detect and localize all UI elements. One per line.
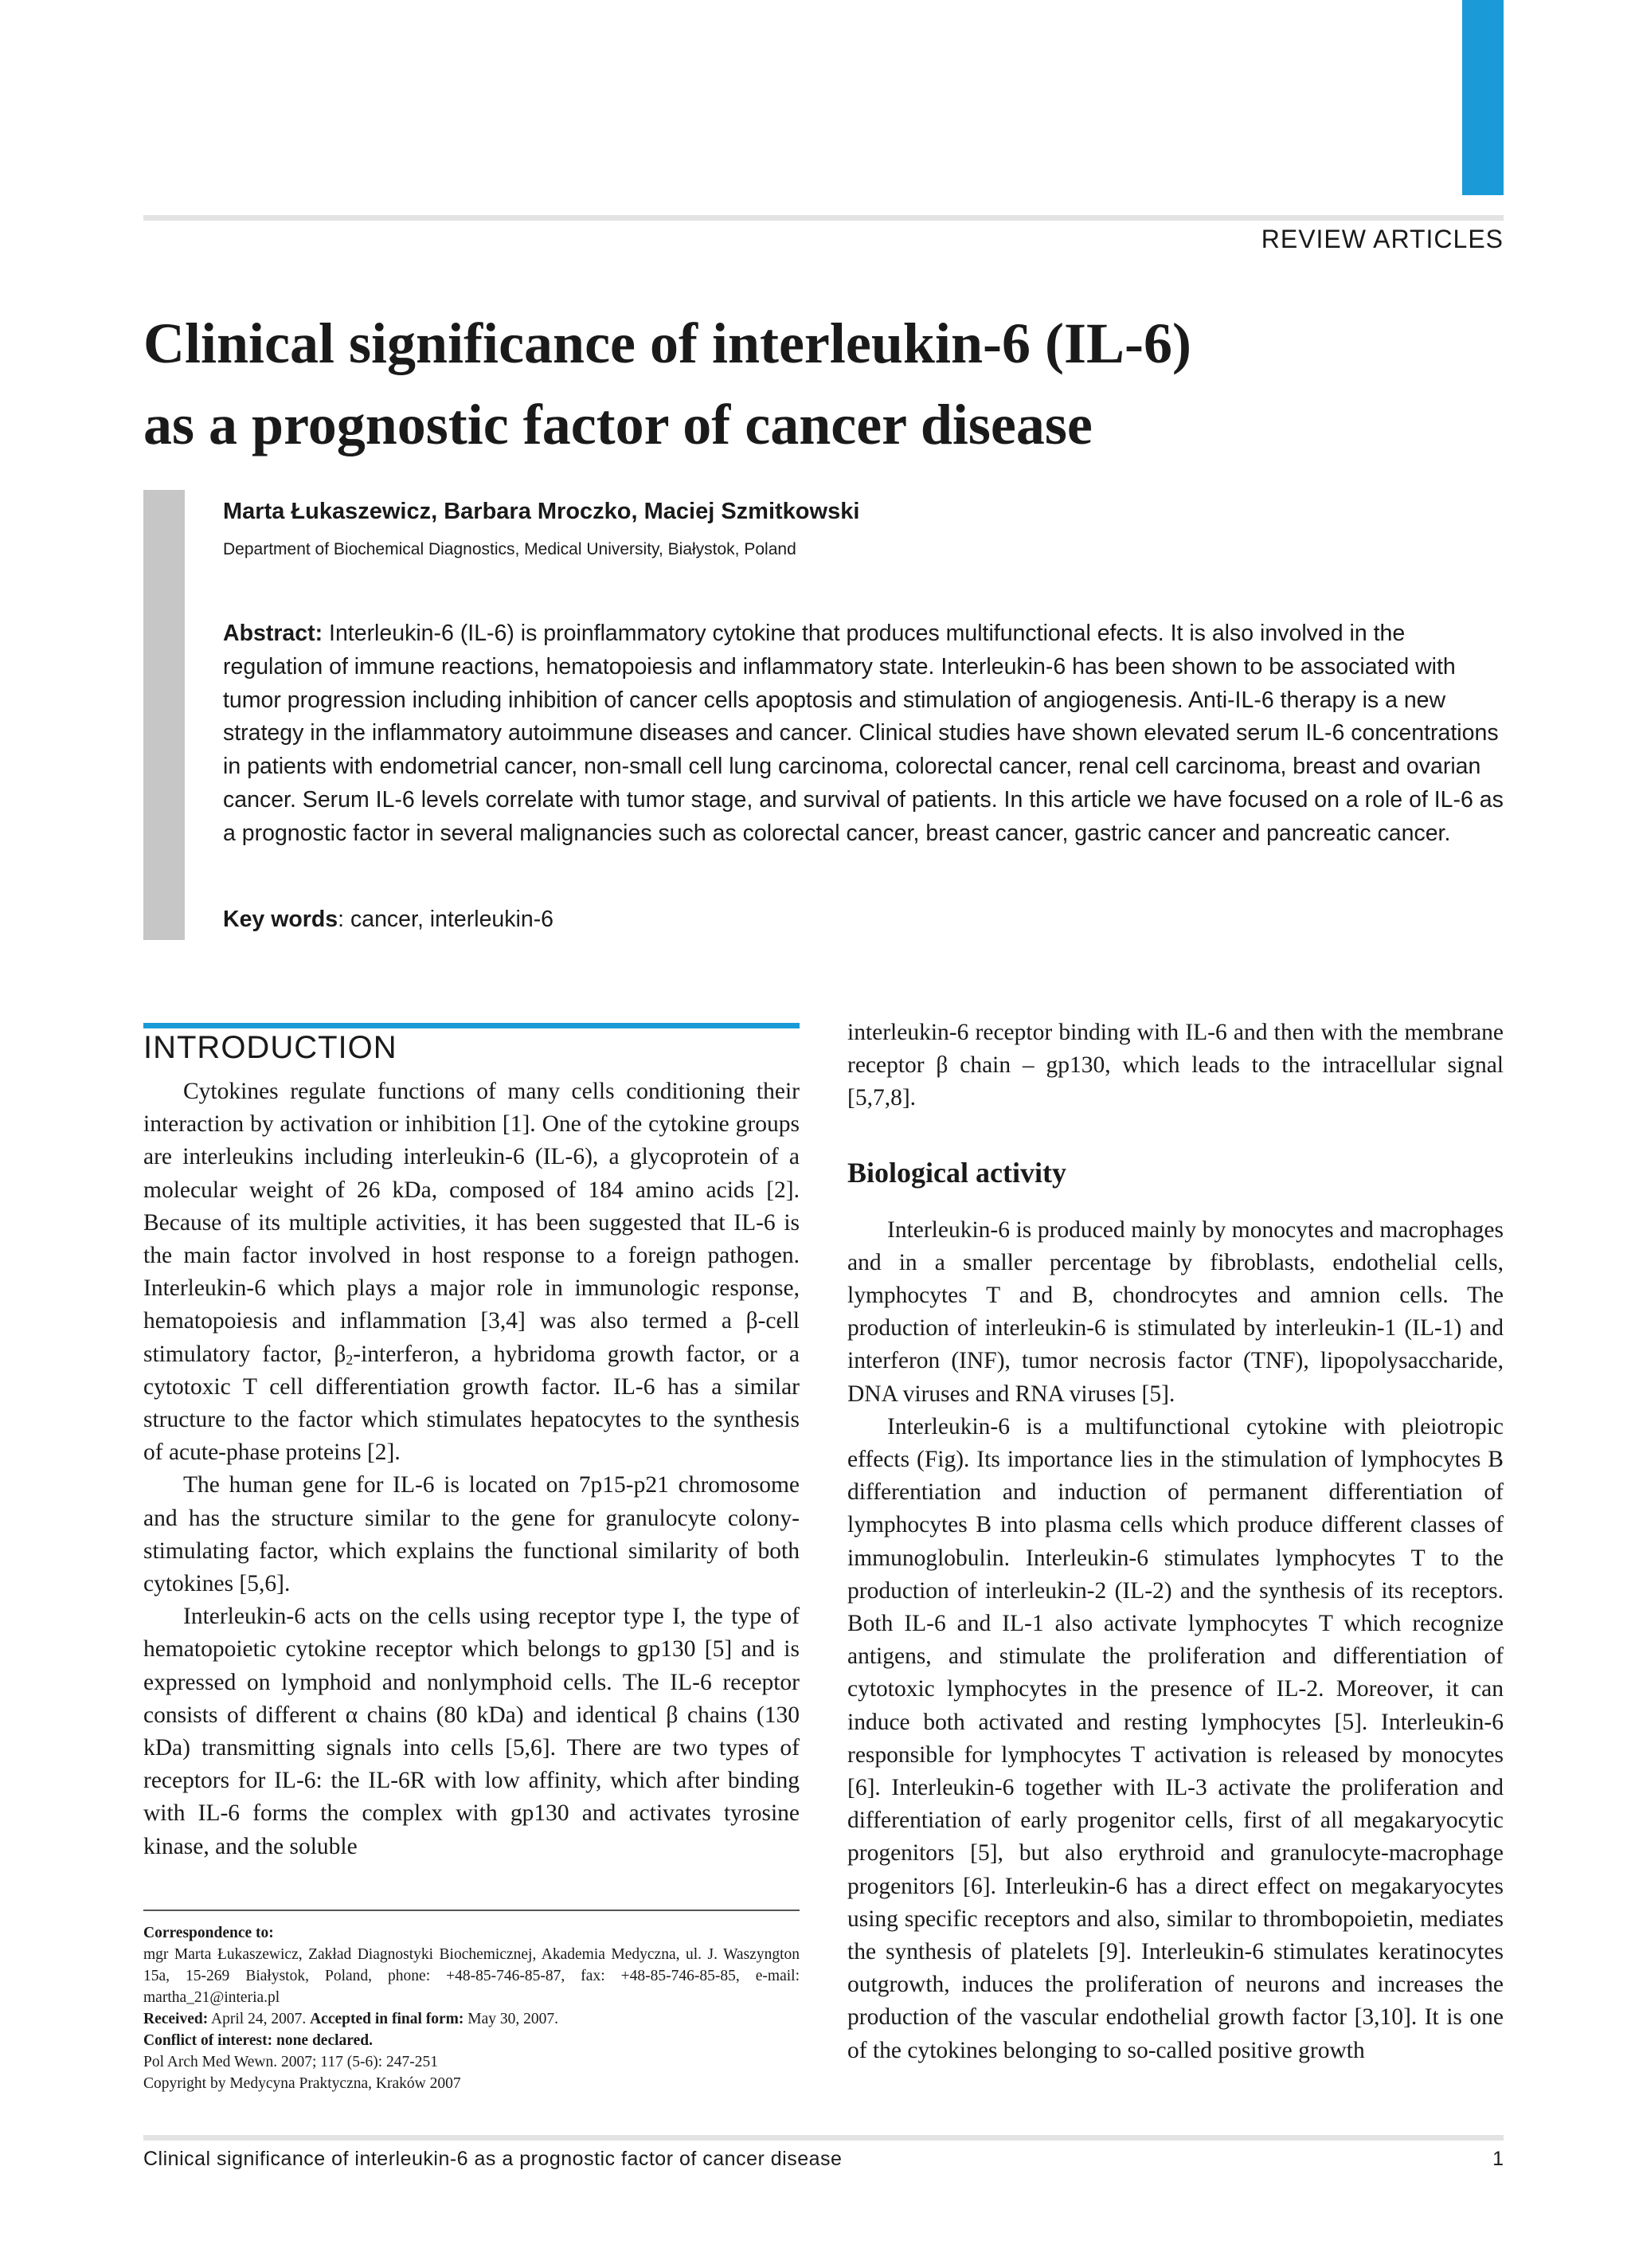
section-label: REVIEW ARTICLES — [1261, 225, 1504, 253]
abstract — [223, 617, 1505, 851]
keywords — [223, 903, 553, 936]
footnote-rule — [143, 1910, 800, 1911]
received-date: April 24, 2007. — [211, 2011, 307, 2027]
introduction-rule — [143, 1023, 800, 1028]
footnote-address: mgr Marta Łukaszewicz, Zakład Diagnostyki Biochemicznej, Akademia Medyczna, ul. J. Waszyngton 15a, 15-269 Białystok, Poland, phone: +48-85-746-85-87, fax: +48-85-746-85-85, e-mail: martha_21@interia.pl — [143, 1946, 800, 2006]
intro-paragraph-4-continued: interleukin-6 receptor binding with IL-6 and then with the membrane receptor β chain – gp130, which leads to the intracellular signal [5,7,8]. — [847, 1020, 1504, 1111]
abstract-side-bar — [143, 490, 185, 940]
keywords-colon: : — [338, 907, 345, 932]
footnote-dates — [143, 2008, 800, 2030]
article-title-line2: as a prognostic factor of cancer disease — [143, 393, 1093, 456]
article-title — [143, 303, 1418, 465]
keywords-text: cancer, interleukin-6 — [350, 907, 554, 932]
page-number: 1 — [1492, 2148, 1504, 2170]
authors: Marta Łukaszewicz, Barbara Mroczko, Maciej Szmitkowski — [223, 499, 860, 524]
left-column — [143, 1075, 800, 1863]
affiliation: Department of Biochemical Diagnostics, Medical University, Białystok, Poland — [223, 540, 796, 558]
accepted-date: May 30, 2007. — [467, 2011, 559, 2027]
footer-rule — [143, 2135, 1504, 2141]
right-column — [847, 1016, 1504, 2067]
intro-paragraph-1 — [143, 1075, 800, 1469]
intro-p1-part-a: Cytokines regulate functions of many cells conditioning their interaction by activation or inhibition [1]. One of the cytokine groups are interleukins including interleukin-6 (IL-6), a glycoprotein of a molecular weight of 26 kDa, composed of 184 amino acids [2]. Because of its multiple activities, it has been suggested that IL-6 is the main factor involved in host response to a foreign pathogen. Interleukin-6 which plays a major role in immunologic response, hematopoiesis and inflammation [3,4] was also termed a β-cell stimulatory factor, β — [143, 1079, 800, 1367]
bio-paragraph-2: Interleukin-6 is a multifunctional cytokine with pleiotropic effects (Fig). Its importance lies in the stimulation of lymphocytes B differentiation and induction of permanent differentiation of lymphocytes B into plasma cells which produce different classes of immunoglobulin. Interleukin-6 stimulates lymphocytes T to the production of interleukin-2 (IL-2) and the synthesis of its receptors. Both IL-6 and IL-1 also activate lymphocytes T which recognize antigens, and stimulate the proliferation and differentiation of cytotoxic lymphocytes in the presence of IL-2. Moreover, it can induce both activated and resting lymphocytes [5]. Interleukin-6 responsible for lymphocytes T activation is released by monocytes [6]. Interleukin-6 together with IL-3 activate the proliferation and differentiation of early progenitor cells, first of all megakaryocytic progenitors [5], but also erythroid and granulocyte-macrophage progenitors [6]. Interleukin-6 has a direct effect on megakaryocytes using specific receptors and also, similar to thrombopoietin, mediates the synthesis of platelets [9]. Interleukin-6 stimulates keratinocytes outgrowth, induces the proliferation of neurons and increases the production of the vascular endothelial growth factor [3,10]. It is one of the cytokines belonging to so-called positive growth — [847, 1413, 1504, 2063]
footnote-citation: Pol Arch Med Wewn. 2007; 117 (5-6): 247-251 — [143, 2054, 438, 2070]
intro-p1-part-b: -interferon, a hybridoma growth factor, or a cytotoxic T cell differentiation growth factor. IL-6 has a similar structure to the factor which stimulates hepatocytes to the synthesis of acute-phase proteins [2]. — [143, 1341, 800, 1466]
received-label: Received: — [143, 2011, 209, 2027]
intro-p1-subscript: 2 — [346, 1351, 354, 1368]
accepted-label: Accepted in final form: — [310, 2011, 464, 2027]
header-rule — [143, 215, 1504, 221]
footnote-label: Correspondence to: — [143, 1925, 274, 1941]
correspondence-footnote — [143, 1922, 800, 2094]
article-title-line1: Clinical significance of interleukin-6 (IL-6) — [143, 311, 1191, 375]
footnote-conflict: Conflict of interest: none declared. — [143, 2032, 373, 2049]
keywords-label: Key words — [223, 907, 338, 932]
abstract-text: Interleukin-6 (IL-6) is proinflammatory cytokine that produces multifunctional efects. It is also involved in the regulation of immune reactions, hematopoiesis and inflammatory state. Interleukin-6 has been shown to be associated with tumor progression including inhibition of cancer cells apoptosis and stimulation of angiogenesis. Anti-IL-6 therapy is a new strategy in the inflammatory autoimmune diseases and cancer. Clinical studies have shown elevated serum IL-6 concentrations in patients with endometrial cancer, non-small cell lung carcinoma, colorectal cancer, renal cell carcinoma, breast and ovarian cancer. Serum IL-6 levels correlate with tumor stage, and survival of patients. In this article we have focused on a role of IL-6 as a prognostic factor in several malignancies such as colorectal cancer, breast cancer, gastric cancer and pancreatic cancer. — [223, 621, 1504, 846]
introduction-heading: INTRODUCTION — [143, 1030, 397, 1065]
intro-paragraph-2: The human gene for IL-6 is located on 7p15-p21 chromosome and has the structure similar to the gene for granulocyte colony-stimulating factor, which explains the functional similarity of both cytokines [5,6]. — [143, 1472, 800, 1597]
running-title: Clinical significance of interleukin-6 as a prognostic factor of cancer disease — [143, 2148, 843, 2170]
bio-paragraph-1: Interleukin-6 is produced mainly by monocytes and macrophages and in a smaller percentage by fibroblasts, endothelial cells, lymphocytes T and B, chondrocytes and amnion cells. The production of interleukin-6 is stimulated by interleukin-1 (IL-1) and interferon (INF), tumor necrosis factor (TNF), lipopolysaccharide, DNA viruses and RNA viruses [5]. — [847, 1216, 1504, 1407]
blue-corner-tab — [1462, 0, 1504, 195]
intro-paragraph-3: Interleukin-6 acts on the cells using receptor type I, the type of hematopoietic cytokine receptor which belongs to gp130 [5] and is expressed on lymphoid and nonlymphoid cells. The IL-6 receptor consists of different α chains (80 kDa) and identical β chains (130 kDa) transmitting signals into cells [5,6]. There are two types of receptors for IL-6: the IL-6R with low affinity, which after binding with IL-6 forms the complex with gp130 and activates tyrosine kinase, and the soluble — [143, 1604, 800, 1859]
biological-activity-heading: Biological activity — [847, 1156, 1066, 1189]
abstract-label: Abstract: — [223, 621, 323, 646]
footnote-copyright: Copyright by Medycyna Praktyczna, Kraków 2007 — [143, 2075, 461, 2092]
